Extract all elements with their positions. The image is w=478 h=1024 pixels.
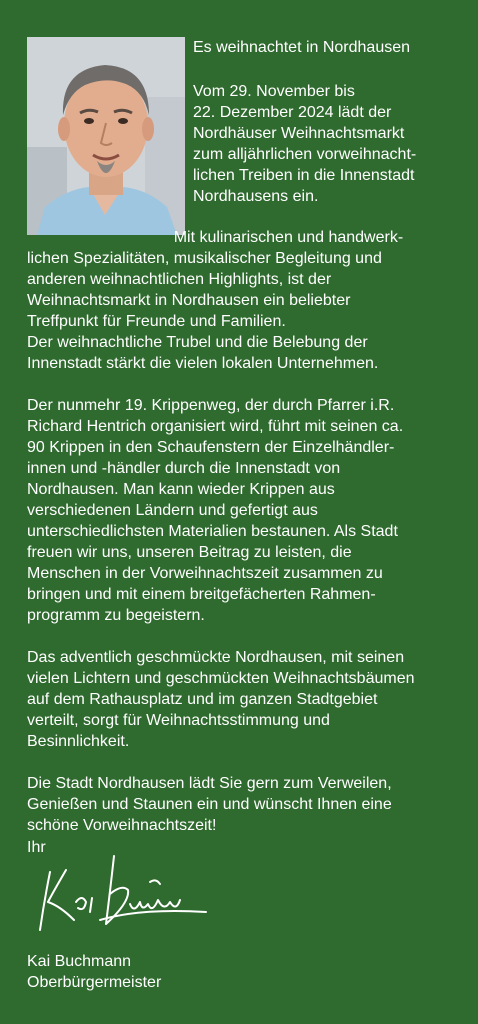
signatory-name: Kai Buchmann — [27, 953, 132, 970]
paragraph-greeting: Die Stadt Nordhausen lädt Sie gern zum Verweilen, Genießen und Staunen ein und wünscht Ihnen eine schöne Vorweihnachtszeit! — [27, 775, 392, 834]
signatory-role: Oberbürgermeister — [27, 974, 162, 991]
handwritten-signature — [30, 842, 220, 942]
intro-paragraph: Vom 29. November bis 22. Dezember 2024 lädt der Nordhäuser Weihnachtsmarkt zum alljährlichen vorweihnacht- lichen Treiben in die Innenstadt Nordhausens ein. — [193, 83, 417, 205]
page-title: Es weihnachtet in Nordhausen — [193, 39, 411, 56]
closing-text: Ihr — [27, 839, 46, 856]
paragraph-krippenweg: Der nunmehr 19. Krippenweg, der durch Pfarrer i.R. Richard Hentrich organisiert wird, führt mit seinen ca. 90 Krippen in den Schaufenstern der Einzelhändler- innen und -händler durch die Innenstadt von Nordhausen. Man kann wieder Krippen aus verschiedenen Ländern und gefertigt aus unterschiedlichsten Materialien bestaunen. Als Stadt freuen wir uns, unseren Beitrag zu leisten, die Menschen in der Vorweihnachtszeit zusammen zu bringen und mit einem breitgefächerten Rahmen- programm zu begeistern. — [27, 397, 404, 624]
paragraph-market: Mit kulinarischen und handwerk- lichen Spezialitäten, musikalischer Begleitung und anderen weihnachtlichen Highlights, ist der Weihnachtsmarkt in Nordhausen ein beliebter Treffpunkt für Freunde und Familien. Der weihnachtliche Trubel und die Belebung der Innenstadt stärkt die vielen lokalen Unternehmen. — [27, 229, 404, 372]
paragraph-decoration: Das adventlich geschmückte Nordhausen, mit seinen vielen Lichtern und geschmückten Weihnachtsbäumen auf dem Rathausplatz und im ganzen Stadtgebiet verteilt, sorgt für Weihnachtsstimmung und Besinnlichkeit. — [27, 649, 415, 750]
portrait-photo — [27, 37, 185, 235]
